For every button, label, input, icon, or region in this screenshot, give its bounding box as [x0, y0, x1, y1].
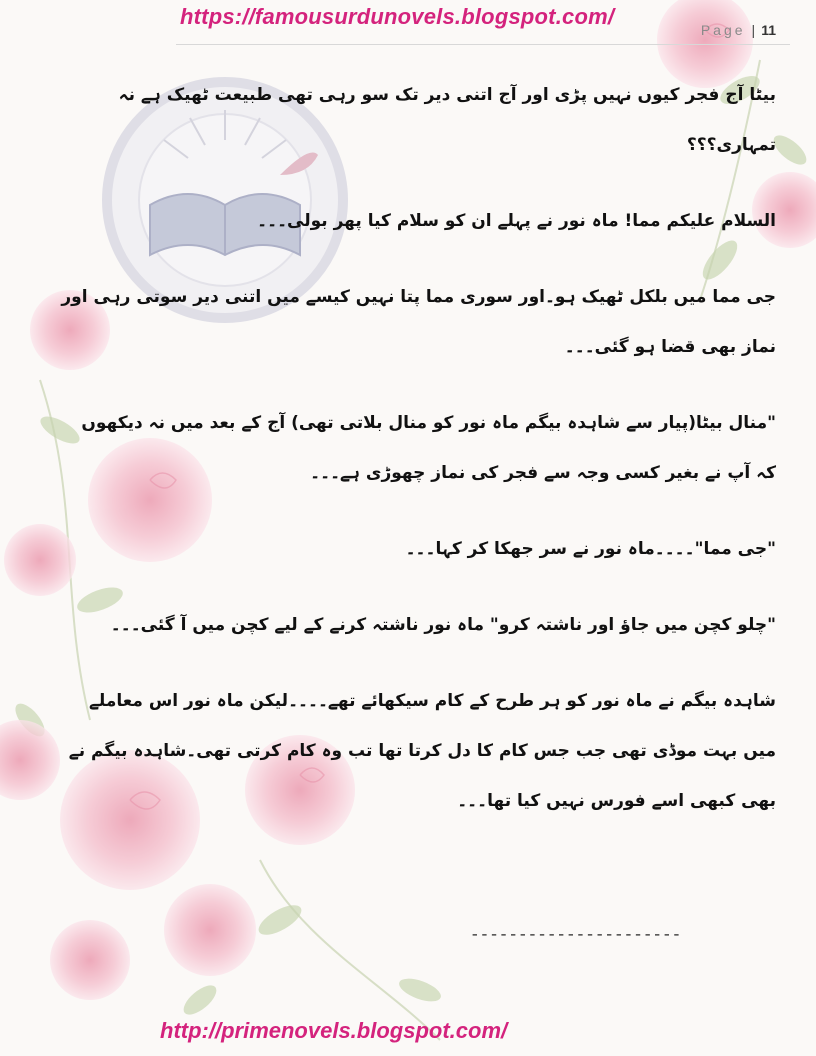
- paragraph-7: شاہدہ بیگم نے ماہ نور کو ہر طرح کے کام سیکھائے تھے۔۔۔۔لیکن ماہ نور اس معاملے میں بہت موڈی تھی جب جس کام کا دل کرتا تھا تب وہ کام کرتی تھی۔شاہدہ بیگم نے بھی کبھی اسے فورس نہیں کیا تھا۔۔۔: [68, 691, 776, 811]
- page-separator: |: [751, 22, 756, 38]
- paragraph-6: "چلو کچن میں جاؤ اور ناشتہ کرو" ماہ نور ناشتہ کرنے کے لیے کچن میں آ گئی۔۔۔: [110, 615, 776, 635]
- page-number-value: 11: [761, 22, 776, 38]
- page-label: Page: [700, 22, 746, 38]
- header-rule: [176, 44, 790, 45]
- paragraph-2: السلام علیکم مما! ماہ نور نے پہلے ان کو سلام کیا پھر بولی۔۔۔: [257, 211, 776, 231]
- story-text: [60, 70, 776, 826]
- page-number: [701, 22, 776, 38]
- paragraph-3: جی مما میں بلکل ٹھیک ہو۔اور سوری مما پتا نہیں کیسے میں اتنی دیر سوتی رہی اور نماز بھی قضا ہو گئی۔۔۔: [61, 287, 776, 357]
- paragraph-5: "جی مما"۔۔۔۔ماہ نور نے سر جھکا کر کہا۔۔۔: [405, 539, 776, 559]
- paragraph-4: "منال بیٹا(پیار سے شاہدہ بیگم ماہ نور کو منال بلاتی تھی) آج کے بعد میں نہ دیکھوں کہ آپ نے بغیر کسی وجہ سے فجر کی نماز چھوڑی ہے۔۔۔: [81, 413, 776, 483]
- footer-url[interactable]: http://primenovels.blogspot.com/: [160, 1018, 508, 1043]
- paragraph-1: بیٹا آج فجر کیوں نہیں پڑی اور آج اتنی دیر تک سو رہی تھی طبیعت ٹھیک ہے نہ تمہاری؟؟؟: [118, 85, 776, 155]
- header-url[interactable]: https://famousurdunovels.blogspot.com/: [180, 4, 615, 29]
- section-separator: ----------------------: [470, 926, 682, 944]
